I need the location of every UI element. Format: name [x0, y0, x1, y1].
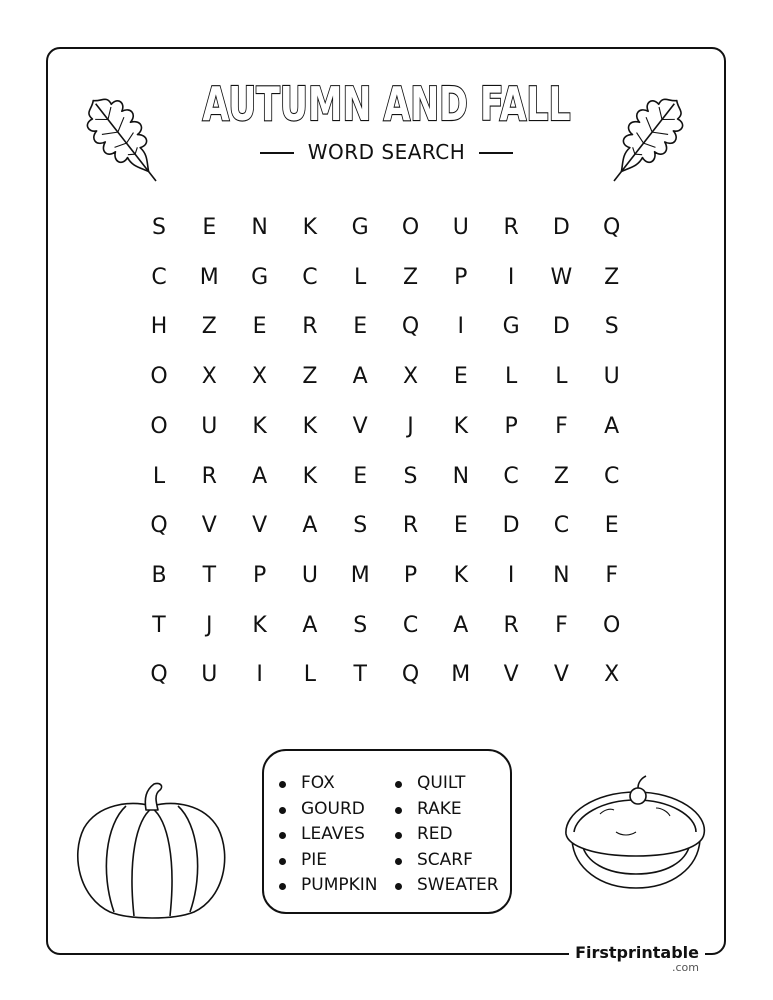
title-text: AUTUMN AND FALL: [202, 77, 571, 130]
grid-letter[interactable]: A: [352, 364, 368, 390]
brand-name: Firstprintable: [575, 943, 699, 962]
grid-letter[interactable]: Z: [553, 463, 569, 489]
grid-letter[interactable]: V: [352, 413, 368, 439]
word-list-item: SCARF: [395, 848, 499, 874]
grid-letter[interactable]: K: [302, 413, 318, 439]
grid-letter[interactable]: G: [502, 314, 520, 340]
grid-letter[interactable]: D: [502, 513, 520, 539]
grid-letter[interactable]: K: [302, 463, 318, 489]
word-list-box: [262, 749, 512, 914]
grid-letter[interactable]: B: [151, 562, 167, 588]
grid-letter[interactable]: G: [351, 215, 369, 240]
grid-letter[interactable]: U: [603, 364, 620, 390]
grid-letter[interactable]: X: [201, 364, 217, 390]
grid-letter[interactable]: Z: [302, 364, 318, 390]
oak-leaf-icon: [68, 84, 180, 196]
word-list-item: PIE: [279, 848, 378, 874]
grid-letter[interactable]: C: [604, 463, 620, 489]
grid-letter[interactable]: I: [457, 314, 465, 340]
grid-letter[interactable]: S: [353, 612, 368, 638]
grid-letter[interactable]: L: [303, 662, 317, 688]
grid-letter[interactable]: T: [152, 612, 166, 638]
pie-icon: [560, 774, 710, 894]
grid-letter[interactable]: E: [604, 513, 619, 539]
grid-letter[interactable]: T: [202, 562, 217, 588]
grid-letter[interactable]: I: [507, 264, 515, 290]
subtitle-text: WORD SEARCH: [307, 140, 466, 164]
grid-letter[interactable]: I: [256, 662, 263, 688]
grid-letter[interactable]: A: [604, 413, 620, 439]
grid-letter[interactable]: K: [453, 413, 469, 439]
pumpkin-icon: [70, 780, 235, 920]
grid-letter[interactable]: E: [202, 215, 217, 240]
grid-letter[interactable]: Z: [604, 264, 620, 290]
grid-letter[interactable]: U: [452, 215, 469, 240]
grid-letter[interactable]: E: [353, 463, 368, 489]
grid-letter[interactable]: R: [503, 215, 519, 240]
grid-letter[interactable]: R: [201, 463, 217, 489]
grid-letter[interactable]: X: [604, 662, 620, 688]
grid-letter[interactable]: O: [603, 612, 621, 638]
grid-letter[interactable]: Z: [402, 264, 419, 290]
grid-letter[interactable]: M: [199, 264, 219, 290]
grid-letter[interactable]: T: [353, 662, 367, 688]
grid-letter[interactable]: V: [201, 513, 217, 539]
grid-letter[interactable]: D: [552, 314, 570, 340]
grid-letter[interactable]: O: [401, 215, 420, 240]
grid-letter[interactable]: E: [353, 314, 368, 340]
grid-letter[interactable]: M: [451, 662, 471, 688]
grid-letter[interactable]: J: [407, 413, 414, 439]
grid-letter[interactable]: A: [302, 612, 318, 638]
word-list-item: RED: [395, 822, 499, 848]
brand-domain: .com: [672, 961, 699, 974]
grid-letter[interactable]: F: [555, 612, 568, 638]
grid-letter[interactable]: K: [453, 562, 469, 588]
subtitle-rule-right: [479, 152, 513, 154]
grid-letter[interactable]: S: [403, 463, 418, 489]
grid-letter[interactable]: S: [604, 314, 619, 340]
oak-leaf-icon: [590, 84, 702, 196]
grid-letter[interactable]: Q: [603, 215, 621, 240]
grid-letter[interactable]: U: [201, 662, 218, 688]
word-list-column: [395, 771, 499, 899]
word-list-item: PUMPKIN: [279, 873, 378, 899]
grid-letter[interactable]: Q: [150, 662, 168, 688]
grid-letter[interactable]: H: [150, 314, 168, 340]
grid-letter[interactable]: R: [402, 513, 419, 539]
grid-letter[interactable]: Z: [201, 314, 217, 340]
grid-letter[interactable]: P: [403, 562, 418, 588]
grid-letter[interactable]: D: [552, 215, 570, 240]
grid-letter[interactable]: U: [301, 562, 318, 588]
grid-letter[interactable]: R: [302, 314, 318, 340]
grid-letter[interactable]: G: [251, 264, 269, 290]
grid-letter[interactable]: Q: [401, 662, 420, 688]
word-list-item: SWEATER: [395, 873, 499, 899]
grid-letter[interactable]: S: [152, 215, 166, 240]
word-list-item: RAKE: [395, 797, 499, 823]
grid-letter[interactable]: J: [206, 612, 213, 638]
grid-letter[interactable]: L: [504, 364, 518, 390]
grid-letter[interactable]: V: [252, 513, 268, 539]
grid-letter[interactable]: S: [353, 513, 368, 539]
word-list-column: [279, 771, 378, 899]
grid-letter[interactable]: I: [507, 562, 515, 588]
word-list-item: FOX: [279, 771, 378, 797]
grid-letter[interactable]: Q: [150, 513, 168, 539]
grid-letter[interactable]: O: [150, 364, 168, 390]
grid-letter[interactable]: C: [151, 264, 167, 290]
word-list-item: QUILT: [395, 771, 499, 797]
grid-letter[interactable]: N: [452, 463, 470, 489]
word-list-item: GOURD: [279, 797, 378, 823]
grid-letter[interactable]: F: [605, 562, 619, 588]
grid-letter[interactable]: L: [152, 463, 166, 489]
grid-letter[interactable]: C: [402, 612, 419, 638]
grid-letter[interactable]: E: [453, 513, 468, 539]
grid-letter[interactable]: A: [453, 612, 469, 638]
grid-letter[interactable]: M: [350, 562, 370, 588]
grid-letter[interactable]: P: [504, 413, 518, 439]
grid-letter[interactable]: X: [402, 364, 419, 390]
grid-letter[interactable]: N: [553, 562, 570, 588]
grid-letter[interactable]: P: [454, 264, 468, 290]
grid-letter[interactable]: U: [201, 413, 218, 439]
grid-letter[interactable]: K: [302, 215, 318, 240]
grid-letter[interactable]: N: [251, 215, 268, 240]
grid-letter[interactable]: A: [302, 513, 318, 539]
word-list-item: LEAVES: [279, 822, 378, 848]
grid-letter[interactable]: P: [252, 562, 267, 588]
grid-letter[interactable]: L: [555, 364, 568, 390]
grid-letter[interactable]: K: [252, 413, 267, 439]
grid-letter[interactable]: K: [252, 612, 267, 638]
grid-letter[interactable]: C: [503, 463, 519, 489]
grid-letter[interactable]: V: [553, 662, 569, 688]
grid-letter[interactable]: R: [503, 612, 519, 638]
grid-letter[interactable]: C: [553, 513, 570, 539]
grid-letter[interactable]: Q: [401, 314, 420, 340]
grid-letter[interactable]: W: [550, 264, 573, 290]
grid-letter[interactable]: E: [252, 314, 267, 340]
grid-letter[interactable]: V: [503, 662, 519, 688]
grid-letter[interactable]: L: [354, 264, 367, 290]
grid-letter[interactable]: F: [555, 413, 568, 439]
subtitle-rule-left: [260, 152, 294, 154]
grid-letter[interactable]: C: [302, 264, 318, 290]
grid-letter[interactable]: A: [252, 463, 268, 489]
grid-letter[interactable]: E: [453, 364, 468, 390]
brand-logo: [569, 944, 705, 974]
grid-letter[interactable]: O: [150, 413, 168, 439]
grid-letter[interactable]: X: [252, 364, 268, 390]
